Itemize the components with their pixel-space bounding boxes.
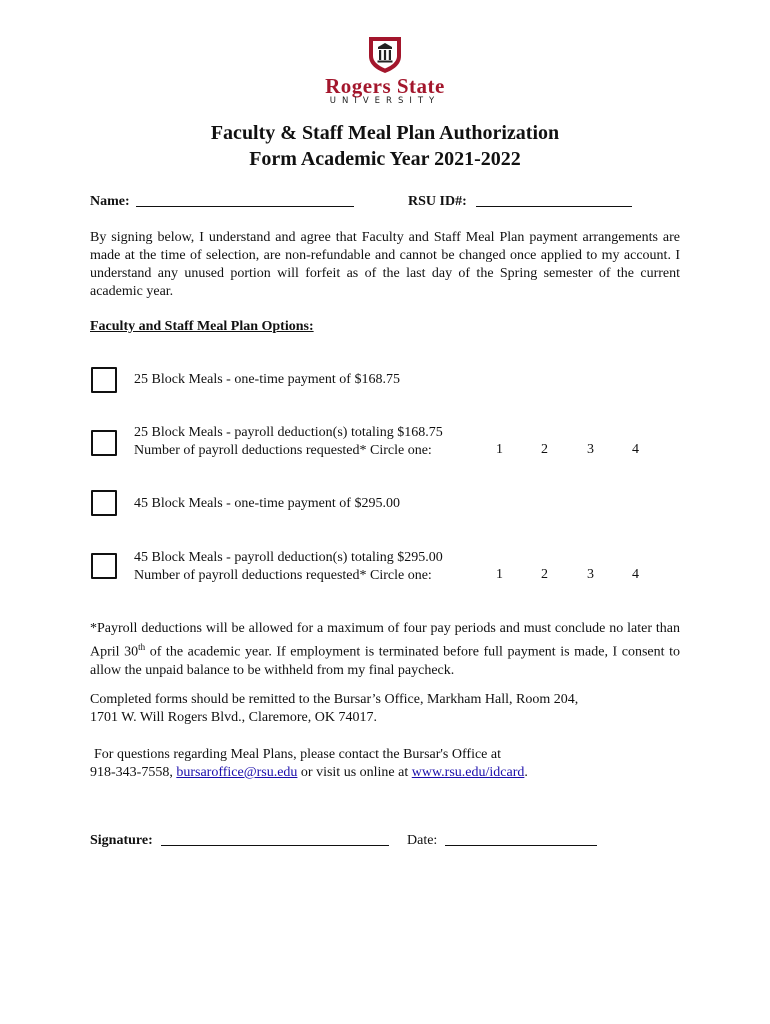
option-2-deductions-label: Number of payroll deductions requested* Circle one: xyxy=(134,443,432,458)
title-line-1: Faculty & Staff Meal Plan Authorization xyxy=(210,122,560,144)
date-label: Date: xyxy=(407,833,438,848)
option-2-choice-2[interactable]: 2 xyxy=(541,442,548,457)
contact-info xyxy=(90,746,680,782)
remit-instructions xyxy=(90,691,680,727)
date-field xyxy=(407,831,597,849)
remit-line-2: 1701 W. Will Rogers Blvd., Claremore, OK 74017. xyxy=(90,710,377,725)
contact-end: . xyxy=(524,765,528,780)
signature-field xyxy=(90,831,389,849)
contact-line-1: For questions regarding Meal Plans, please contact the Bursar's Office at xyxy=(94,747,501,762)
contact-line-2 xyxy=(90,764,680,782)
options-heading: Faculty and Staff Meal Plan Options: xyxy=(90,319,314,334)
signature-input-line[interactable] xyxy=(161,831,389,846)
signature-label: Signature: xyxy=(90,833,153,848)
payroll-footnote xyxy=(90,620,680,680)
option-2-choice-3[interactable]: 3 xyxy=(587,442,594,457)
option-4-choice-1[interactable]: 1 xyxy=(496,567,503,582)
option-2-choice-4[interactable]: 4 xyxy=(632,442,639,457)
option-3-label: 45 Block Meals - one-time payment of $295.00 xyxy=(134,496,400,511)
option-4-choice-4[interactable]: 4 xyxy=(632,567,639,582)
university-logo xyxy=(300,34,470,106)
name-label: Name: xyxy=(90,194,130,209)
contact-phone: 918-343-7558, xyxy=(90,765,177,780)
rsu-id-label: RSU ID#: xyxy=(408,194,467,209)
contact-email-link[interactable]: bursaroffice@rsu.edu xyxy=(176,765,298,780)
option-4-choice-3[interactable]: 3 xyxy=(587,567,594,582)
logo-subtitle: UNIVERSITY xyxy=(329,96,441,106)
form-title xyxy=(0,120,770,172)
option-2-text xyxy=(134,424,443,460)
footnote-part-2: of the academic year. If employment is terminated before full payment is made, I consent to allow the unpaid balance to be withheld from my final paycheck. xyxy=(90,644,680,678)
rsu-id-field xyxy=(408,192,632,210)
rsu-id-input-line[interactable] xyxy=(476,192,632,207)
option-1-checkbox[interactable] xyxy=(91,367,117,393)
option-4-deductions-label: Number of payroll deductions requested* Circle one: xyxy=(134,568,432,583)
option-4-label: 45 Block Meals - payroll deduction(s) totaling $295.00 xyxy=(134,550,443,565)
option-2-label: 25 Block Meals - payroll deduction(s) totaling $168.75 xyxy=(134,425,443,440)
option-1-label: 25 Block Meals - one-time payment of $168.75 xyxy=(134,372,400,387)
date-input-line[interactable] xyxy=(445,831,597,846)
footnote-part-1: *Payroll deductions will be allowed for a maximum of four pay periods and must conclude no later than April 30 xyxy=(90,621,680,660)
option-3-checkbox[interactable] xyxy=(91,490,117,516)
crest-icon xyxy=(366,34,404,74)
option-2-choice-1[interactable]: 1 xyxy=(496,442,503,457)
option-2-checkbox[interactable] xyxy=(91,430,117,456)
name-input-line[interactable] xyxy=(136,192,354,207)
option-4-choice-2[interactable]: 2 xyxy=(541,567,548,582)
option-3-text xyxy=(134,495,400,513)
contact-website-link[interactable]: www.rsu.edu/idcard xyxy=(411,765,525,780)
option-4-checkbox[interactable] xyxy=(91,553,117,579)
logo-wordmark: Rogers State xyxy=(325,74,445,98)
agreement-paragraph: By signing below, I understand and agree that Faculty and Staff Meal Plan payment arrangements are made at the time of selection, are non-refundable and cannot be changed once applied to my account. I understand any unused portion will forfeit as of the last day of the Spring semester of the current academic year. xyxy=(90,230,680,299)
footnote-superscript: th xyxy=(138,642,146,652)
option-4-text xyxy=(134,549,443,585)
remit-line-1: Completed forms should be remitted to the Bursar’s Office, Markham Hall, Room 204, xyxy=(90,692,579,707)
contact-middle: or visit us online at xyxy=(297,765,412,780)
name-field xyxy=(90,192,354,210)
option-1-text xyxy=(134,371,400,389)
title-line-2: Form Academic Year 2021-2022 xyxy=(249,148,521,170)
